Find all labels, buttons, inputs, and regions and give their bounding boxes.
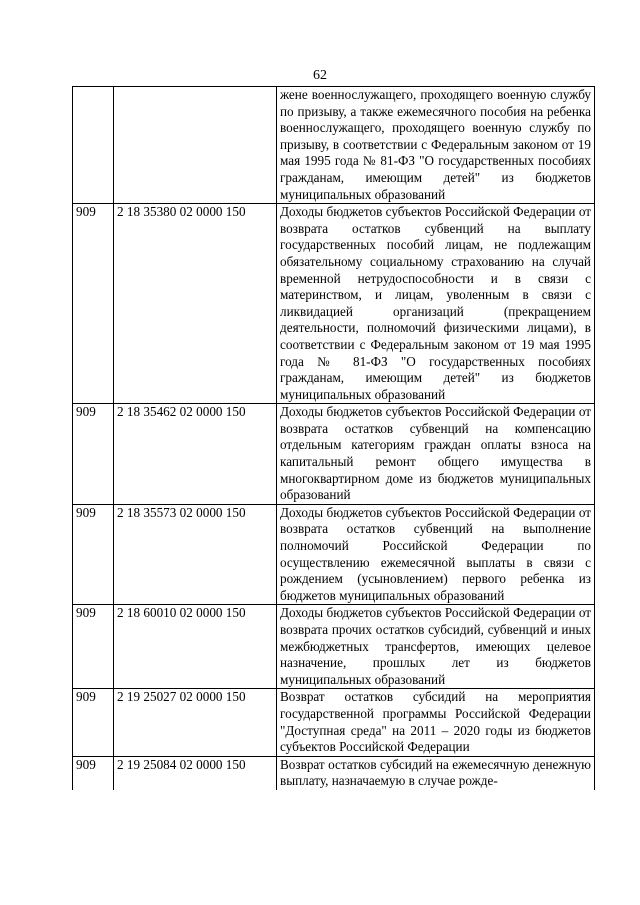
admin-code-cell: 909 xyxy=(73,404,114,505)
table-row xyxy=(73,689,595,756)
description-cell: Доходы бюджетов субъектов Российской Федерации от возврата остатков субвенций на выплату государственных пособий лицам, не подлежащим обязательному социальному страхованию на случай временной нетрудоспособности и в связи с материнством, и лицам, уволенным в связи с ликвидацией организаций (прекращением деятельности, полномочий физическими лицами), в соответствии с Федеральным законом от 19 мая 1995 года № 81-ФЗ "О государственных пособиях гражданам, имеющим детей" из бюджетов муниципальных образований xyxy=(277,204,595,404)
admin-code-cell: 909 xyxy=(73,689,114,756)
budget-code-cell xyxy=(114,87,277,204)
table-row xyxy=(73,756,595,790)
table-row xyxy=(73,605,595,689)
page-number: 62 xyxy=(313,68,327,83)
budget-code-cell: 2 18 60010 02 0000 150 xyxy=(114,605,277,689)
admin-code-cell: 909 xyxy=(73,204,114,404)
table-row xyxy=(73,404,595,505)
budget-code-cell: 2 18 35573 02 0000 150 xyxy=(114,504,277,605)
table-row xyxy=(73,504,595,605)
admin-code-cell: 909 xyxy=(73,756,114,790)
admin-code-cell xyxy=(73,87,114,204)
budget-code-cell: 2 18 35462 02 0000 150 xyxy=(114,404,277,505)
budget-code-cell: 2 18 35380 02 0000 150 xyxy=(114,204,277,404)
description-cell: Доходы бюджетов субъектов Российской Федерации от возврата прочих остатков субсидий, субвенций и иных межбюджетных трансфертов, имеющих целевое назначение, прошлых лет из бюджетов муниципальных образований xyxy=(277,605,595,689)
description-cell: жене военнослужащего, проходящего военную службу по призыву, а также ежемесячного пособия на ребенка военнослужащего, проходящего военную службу по призыву, в соответствии с Федеральным законом от 19 мая 1995 года № 81-ФЗ "О государственных пособиях гражданам, имеющим детей" из бюджетов муниципальных образований xyxy=(277,87,595,204)
table-row xyxy=(73,204,595,404)
budget-code-cell: 2 19 25027 02 0000 150 xyxy=(114,689,277,756)
description-cell: Доходы бюджетов субъектов Российской Федерации от возврата остатков субвенций на выполнение полномочий Российской Федерации по осуществлению ежемесячной выплаты в связи с рождением (усыновлением) первого ребенка из бюджетов муниципальных образований xyxy=(277,504,595,605)
admin-code-cell: 909 xyxy=(73,504,114,605)
budget-classification-table xyxy=(72,86,595,790)
description-cell: Возврат остатков субсидий на ежемесячную денежную выплату, назначаемую в случае рожде- xyxy=(277,756,595,790)
description-cell: Доходы бюджетов субъектов Российской Федерации от возврата остатков субвенций на компенсацию отдельным категориям граждан оплаты взноса на капитальный ремонт общего имущества в многоквартирном доме из бюджетов муниципальных образований xyxy=(277,404,595,505)
admin-code-cell: 909 xyxy=(73,605,114,689)
table-row xyxy=(73,87,595,204)
description-cell: Возврат остатков субсидий на мероприятия государственной программы Российской Федерации "Доступная среда" на 2011 – 2020 годы из бюджетов субъектов Российской Федерации xyxy=(277,689,595,756)
budget-code-cell: 2 19 25084 02 0000 150 xyxy=(114,756,277,790)
